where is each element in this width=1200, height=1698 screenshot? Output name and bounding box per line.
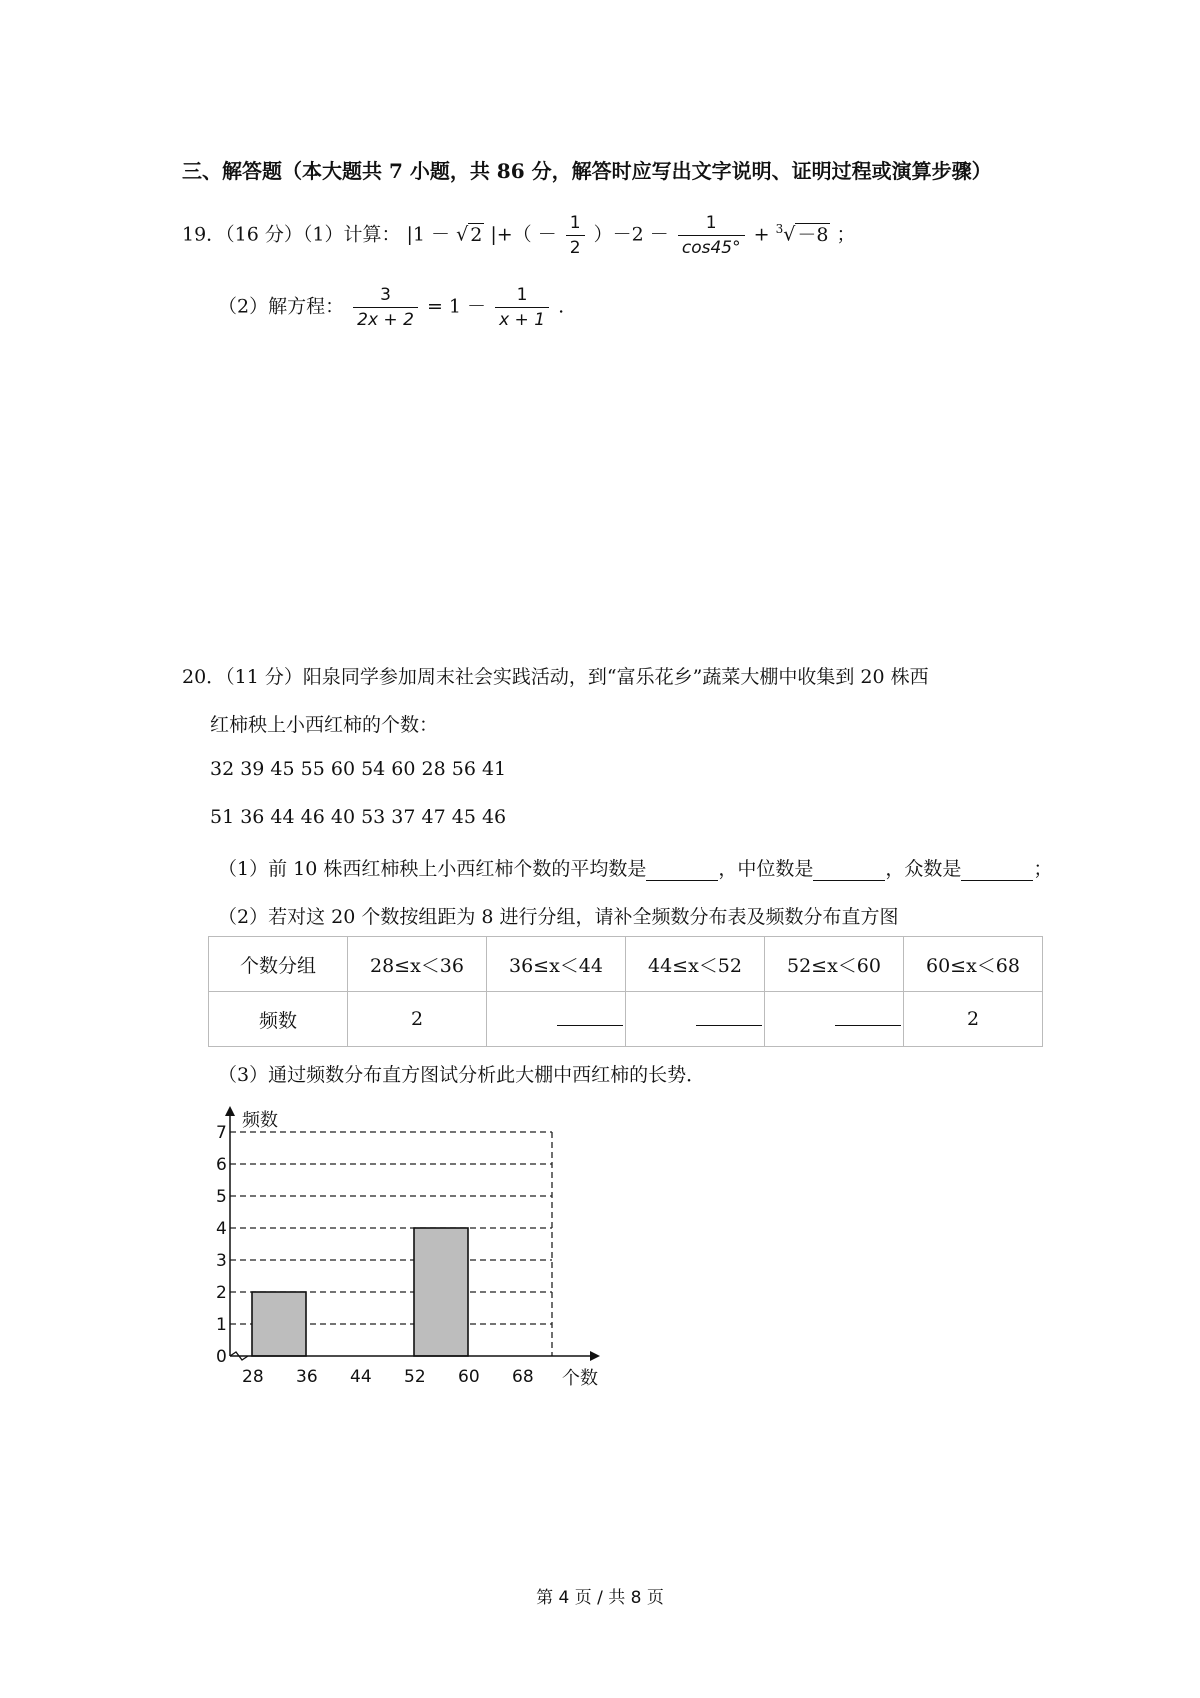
q19-abs-close: |+（ － xyxy=(490,223,557,246)
y-tick-label: 5 xyxy=(216,1187,227,1207)
q20-part3: （3）通过频数分布直方图试分析此大棚中西红柿的长势． xyxy=(218,1064,706,1086)
page-footer: 第 4 页 / 共 8 页 xyxy=(536,1588,664,1608)
x-tick-label: 28 xyxy=(242,1367,264,1387)
q19-eq: = 1 － xyxy=(426,295,487,318)
y-tick-label: 1 xyxy=(216,1315,227,1335)
y-tick-label: 3 xyxy=(216,1251,227,1271)
frac1-num: 1 xyxy=(566,213,585,236)
x-axis-label: 个数 xyxy=(562,1368,598,1389)
freq-blank-cell[interactable] xyxy=(626,992,765,1047)
q20-intro-2: 红柿秧上小西红柿的个数： xyxy=(210,714,439,736)
q20-part1-a: （1）前 10 株西红柿秧上小西红柿个数的平均数是 xyxy=(218,858,647,880)
histogram-bar xyxy=(252,1292,306,1356)
x-tick-label: 68 xyxy=(512,1367,534,1387)
q20-part1-c: ，众数是 xyxy=(885,858,962,880)
histogram-chart xyxy=(200,1100,660,1400)
frac2-den: cos45° xyxy=(681,238,741,258)
x-axis-arrow xyxy=(590,1351,600,1361)
x-tick-label: 44 xyxy=(350,1367,372,1387)
table-row-label: 频数 xyxy=(209,992,348,1047)
frac2-num: 1 xyxy=(678,213,745,236)
q19-part1 xyxy=(182,213,856,258)
y-tick-label: 7 xyxy=(216,1123,227,1143)
y-tick-label: 2 xyxy=(216,1283,227,1303)
cbrt-prefix: + xyxy=(753,223,770,246)
mode-blank[interactable] xyxy=(961,858,1033,881)
q20-part1-end: ； xyxy=(1033,858,1053,880)
group-cell: 28≤x＜36 xyxy=(348,937,487,992)
freq-cell: 2 xyxy=(904,992,1043,1047)
y-tick-label: 0 xyxy=(216,1347,227,1367)
q19-exp: ）－2 － xyxy=(593,223,669,246)
q20-part1-b: ，中位数是 xyxy=(718,858,814,880)
freq-cell: 2 xyxy=(348,992,487,1047)
freq-blank-cell[interactable] xyxy=(765,992,904,1047)
q19-part2-label: （2）解方程： xyxy=(218,295,345,318)
fraction-4 xyxy=(495,285,549,330)
y-axis-label: 频数 xyxy=(242,1110,278,1131)
q20-part2: （2）若对这 20 个数按组距为 8 进行分组，请补全频数分布表及频数分布直方图 xyxy=(218,906,899,928)
y-tick-label: 6 xyxy=(216,1155,227,1175)
group-cell: 36≤x＜44 xyxy=(487,937,626,992)
q19-part2-end: . xyxy=(558,295,565,318)
table-row-header xyxy=(209,937,1043,992)
group-cell: 44≤x＜52 xyxy=(626,937,765,992)
x-tick-label: 52 xyxy=(404,1367,426,1387)
mean-blank[interactable] xyxy=(646,858,718,881)
fraction-cos xyxy=(678,213,745,258)
frequency-table xyxy=(208,936,1043,1047)
median-blank[interactable] xyxy=(813,858,885,881)
q20-part1 xyxy=(218,854,1052,881)
frac4-num: 1 xyxy=(495,285,549,308)
q19-part2 xyxy=(218,285,564,330)
y-axis-arrow xyxy=(225,1106,235,1116)
table-header-label: 个数分组 xyxy=(209,937,348,992)
group-cell: 60≤x＜68 xyxy=(904,937,1043,992)
sqrt2: 2 xyxy=(470,223,483,246)
frac4-den: x + 1 xyxy=(499,310,546,330)
table-row-freq xyxy=(209,992,1043,1047)
fraction-3 xyxy=(353,285,418,330)
cbrt-body: －8 xyxy=(797,223,829,246)
section-title: 三、解答题（本大题共 7 小题，共 86 分，解答时应写出文字说明、证明过程或演算步骤） xyxy=(182,159,992,183)
q20-intro-1: 20．（11 分）阳泉同学参加周末社会实践活动，到“富乐花乡”蔬菜大棚中收集到 20 株西 xyxy=(182,666,929,688)
q19-end: ； xyxy=(836,223,856,246)
q20-data-row-1: 32 39 45 55 60 54 60 28 56 41 xyxy=(210,758,507,780)
x-tick-label: 36 xyxy=(296,1367,318,1387)
frac3-den: 2x + 2 xyxy=(357,310,414,330)
frac3-num: 3 xyxy=(353,285,418,308)
cbrt-index: 3 xyxy=(775,222,784,237)
q20-data-row-2: 51 36 44 46 40 53 37 47 45 46 xyxy=(210,806,507,828)
freq-blank-cell[interactable] xyxy=(487,992,626,1047)
group-cell: 52≤x＜60 xyxy=(765,937,904,992)
cbrt-symbol: √ －8 xyxy=(783,223,829,246)
histogram-bar xyxy=(414,1228,468,1356)
sqrt-symbol: √ 2 xyxy=(456,223,483,246)
q19-abs-part: |1 － xyxy=(406,223,451,246)
q19-number: 19．（16 分）（1）计算： xyxy=(182,223,401,246)
frac1-den: 2 xyxy=(569,238,581,258)
x-tick-label: 60 xyxy=(458,1367,480,1387)
fraction-half xyxy=(566,213,585,258)
y-tick-label: 4 xyxy=(216,1219,227,1239)
